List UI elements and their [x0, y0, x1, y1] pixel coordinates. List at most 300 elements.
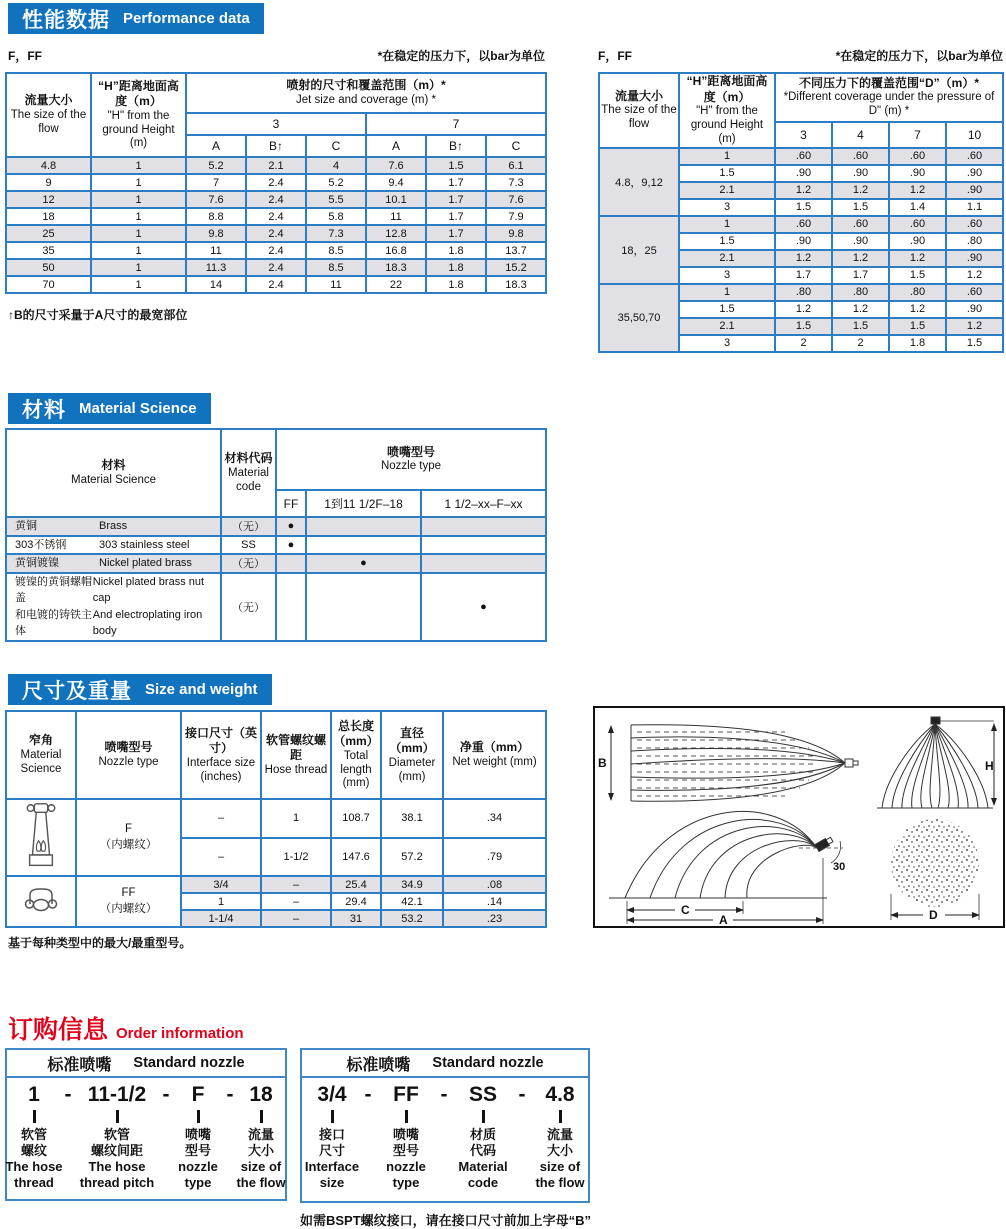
table-row — [6, 191, 546, 208]
cell: 2.4 — [246, 276, 306, 293]
size-weight-table — [5, 710, 547, 928]
label-zh-line2: 螺纹 — [21, 1143, 48, 1159]
applies-ff-dot — [276, 573, 306, 641]
dim-label-d: D — [929, 908, 938, 922]
cell: 8.5 — [306, 242, 366, 259]
cell: 1 — [91, 208, 186, 225]
cell: 1.7 — [426, 191, 486, 208]
order-box-title-zh: 标准喷嘴 — [346, 1056, 411, 1074]
order-code-part: SS — [468, 1083, 497, 1106]
nozzle-type-column-header — [76, 711, 181, 799]
order-part-label — [5, 1127, 62, 1190]
material-banner-title-zh: 材料 — [22, 398, 66, 422]
ff-nozzle-type-cell — [76, 876, 181, 927]
header-en: Material Science — [70, 473, 156, 486]
label-en-line1: The hose — [5, 1158, 63, 1174]
height-column-header — [679, 73, 775, 148]
cell: 1.1 — [946, 199, 1003, 216]
cell: 9.8 — [486, 225, 546, 242]
cell: 11 — [366, 208, 426, 225]
cell: 2 — [832, 335, 889, 352]
dim-label-a: A — [719, 913, 728, 926]
table-row — [6, 259, 546, 276]
label-zh-line1: 接口 — [318, 1127, 345, 1143]
cell: .90 — [889, 165, 946, 182]
cell: 1.5 — [426, 157, 486, 174]
ff-nozzle-icon-cell — [6, 876, 76, 927]
material-en: 303 stainless steel — [99, 538, 190, 551]
applies-ff-dot — [276, 554, 306, 573]
cell: 1 — [91, 259, 186, 276]
size-section-banner — [8, 674, 272, 705]
nozzle-type-sub-header: 1 1/2–xx–F–xx — [421, 490, 546, 517]
order-box-title-zh: 标准喷嘴 — [47, 1056, 112, 1074]
header-en: Interface size (inches) — [186, 756, 256, 783]
cell: – — [261, 893, 331, 910]
cell: 1 — [679, 216, 775, 233]
cell: 1.5 — [775, 318, 832, 335]
cell: 147.6 — [331, 838, 381, 877]
order-part-label — [80, 1127, 154, 1190]
cell: 9 — [6, 174, 91, 191]
cell: – — [261, 910, 331, 927]
nozzle-type-value: FF — [121, 886, 136, 899]
cell: 1.7 — [426, 225, 486, 242]
label-zh-line2: 螺纹间距 — [90, 1143, 143, 1159]
cell: 1.2 — [889, 250, 946, 267]
cell: 15.2 — [486, 259, 546, 276]
size-table-footnote: 基于每种类型中的最大/最重型号。 — [8, 936, 192, 950]
sub-header: C — [306, 135, 366, 157]
header-zh: 流量大小 — [24, 93, 73, 108]
label-en-line1: size of — [539, 1158, 581, 1174]
cell: 7.6 — [186, 191, 246, 208]
table-row — [6, 174, 546, 191]
pressure-header: 7 — [889, 122, 946, 148]
cell: 3 — [679, 267, 775, 284]
applies-last-dot: ● — [421, 573, 546, 641]
nozzle-type-span-header — [276, 429, 546, 490]
order-code-part: 4.8 — [545, 1083, 575, 1106]
header-en: Hose thread — [264, 763, 328, 776]
cell: 7.3 — [306, 225, 366, 242]
pressure-group-header: 7 — [366, 113, 546, 135]
label-en-line2: the flow — [535, 1174, 585, 1190]
cell: 31 — [331, 910, 381, 927]
applies-mid-dot — [306, 573, 421, 641]
header-en: Jet size and coverage (m) * — [296, 93, 436, 106]
cell: 1.5 — [832, 199, 889, 216]
cell: .90 — [946, 301, 1003, 318]
cell: .60 — [832, 148, 889, 165]
cell: 1.2 — [946, 318, 1003, 335]
connector-bar — [559, 1110, 562, 1123]
dim-label-b: B — [598, 756, 607, 770]
label-zh-line2: 大小 — [248, 1143, 275, 1159]
cell: 1.2 — [775, 250, 832, 267]
cell: 1 — [91, 225, 186, 242]
jet-size-coverage-table — [5, 72, 547, 294]
connector-bar — [331, 1110, 334, 1123]
cell: .90 — [775, 165, 832, 182]
cell: 1.5 — [889, 318, 946, 335]
material-row — [6, 517, 546, 536]
cell: 108.7 — [331, 799, 381, 838]
cell: .90 — [946, 250, 1003, 267]
label-zh-line1: 流量 — [248, 1127, 275, 1143]
material-code-cell: （无） — [221, 554, 276, 573]
cell: 7 — [186, 174, 246, 191]
order-code-dash: - — [364, 1083, 372, 1106]
cell: .90 — [775, 233, 832, 250]
order-part-label — [458, 1127, 507, 1190]
cell: 53.2 — [381, 910, 443, 927]
cell: 5.2 — [306, 174, 366, 191]
coverage-circle-diagram — [891, 819, 979, 922]
order-code-part: 18 — [249, 1083, 273, 1106]
header-zh: 窄角 — [28, 733, 53, 748]
cell: 10.1 — [366, 191, 426, 208]
cell: 1-1/2 — [261, 838, 331, 877]
header-zh: 喷嘴型号 — [104, 740, 153, 755]
applies-last-dot — [421, 554, 546, 573]
cell: .90 — [832, 165, 889, 182]
cell: 2.1 — [679, 250, 775, 267]
label-zh-line1: 喷嘴 — [392, 1127, 419, 1143]
pressure-header: 4 — [832, 122, 889, 148]
cell: 1.4 — [889, 199, 946, 216]
label-zh-line1: 软管 — [103, 1127, 130, 1143]
label-en-line2: code — [467, 1174, 499, 1190]
cell: 1.5 — [889, 267, 946, 284]
hose-thread-column-header — [261, 711, 331, 799]
cell: 1 — [91, 276, 186, 293]
header-zh: 软管螺纹螺距 — [265, 732, 326, 763]
table-row — [599, 148, 1003, 165]
label-en-line2: type — [184, 1174, 212, 1190]
cell: .80 — [946, 233, 1003, 250]
nozzle-type-value: F — [124, 822, 133, 835]
cell: 70 — [6, 276, 91, 293]
cell: .90 — [946, 165, 1003, 182]
size-banner-title-en: Size and weight — [145, 681, 258, 698]
order-code-dash: - — [64, 1083, 72, 1106]
order-code-grid — [7, 1078, 285, 1191]
cell: 1 — [679, 284, 775, 301]
cell: .90 — [889, 233, 946, 250]
cell: 2.4 — [246, 259, 306, 276]
narrow-angle-column-header — [6, 711, 76, 799]
f-nozzle-type-cell — [76, 799, 181, 876]
material-table — [5, 428, 547, 642]
cell: .60 — [946, 148, 1003, 165]
order-part-label — [236, 1127, 285, 1190]
label-en-line2: thread pitch — [79, 1174, 155, 1190]
cell: 5.8 — [306, 208, 366, 225]
pressure-header: 3 — [775, 122, 832, 148]
flow-size-column-header — [599, 73, 679, 148]
cell: 1.8 — [426, 259, 486, 276]
sub-header: B↑ — [426, 135, 486, 157]
cell: 1.8 — [889, 335, 946, 352]
cell: 1.7 — [832, 267, 889, 284]
cell: .23 — [443, 910, 546, 927]
order-code-part: 11-1/2 — [87, 1083, 147, 1106]
sub-header: A — [366, 135, 426, 157]
label-en-line1: Material — [458, 1158, 508, 1174]
cell: 2 — [775, 335, 832, 352]
cell: .08 — [443, 876, 546, 893]
cell: 1 — [91, 242, 186, 259]
cell: .60 — [946, 284, 1003, 301]
cell: 1.8 — [426, 242, 486, 259]
standard-nozzle-order-box-ff — [300, 1048, 590, 1203]
cell: 11 — [186, 242, 246, 259]
coverage-span-header — [775, 73, 1003, 122]
material-en2: And electroplating iron body — [92, 608, 203, 637]
angle-label: 30 — [833, 861, 846, 873]
order-code-part: 3/4 — [317, 1083, 347, 1106]
cell: 25.4 — [331, 876, 381, 893]
cell: 1.2 — [889, 182, 946, 199]
f-nozzle-icon — [21, 800, 61, 872]
cell: 1 — [91, 174, 186, 191]
cell: 1.5 — [832, 318, 889, 335]
connector-bar — [197, 1110, 200, 1123]
material-zh: 镀镍的黄铜螺帽盖 — [15, 575, 92, 604]
material-name-cell — [6, 554, 221, 573]
cell: 1.2 — [832, 250, 889, 267]
material-code-column-header — [221, 429, 276, 517]
cell: .80 — [889, 284, 946, 301]
f-nozzle-icon-cell — [6, 799, 76, 876]
cell: 2.4 — [246, 174, 306, 191]
standard-nozzle-order-box-f — [5, 1048, 287, 1201]
cell: 1.5 — [775, 199, 832, 216]
cell: .60 — [775, 216, 832, 233]
order-code-grid — [302, 1078, 588, 1191]
order-box-title — [302, 1050, 588, 1078]
header-en: Total length (mm) — [340, 749, 372, 790]
label-en-line1: Interface — [304, 1158, 360, 1174]
right-table-pressure-note: *在稳定的压力下，以bar为单位 — [835, 49, 1003, 63]
header-en: Nozzle type — [380, 460, 442, 473]
cell: 1.7 — [426, 208, 486, 225]
cell: 3 — [679, 335, 775, 352]
left-table-pressure-note: *在稳定的压力下，以bar为单位 — [377, 49, 545, 63]
cell: 2.4 — [246, 225, 306, 242]
connector-bar — [116, 1110, 119, 1123]
header-zh: 直径（mm） — [389, 725, 435, 756]
cell: 1.2 — [775, 301, 832, 318]
side-spray-height-diagram — [877, 717, 994, 808]
material-en: Brass — [99, 520, 128, 532]
applies-mid-dot: ● — [306, 554, 421, 573]
flow-group-label: 18，25 — [599, 216, 679, 284]
material-zh2: 和电镀的铸铁主体 — [15, 608, 92, 637]
header-zh: 喷射的尺寸和覆盖范围（m）* — [286, 78, 446, 93]
material-section-banner — [8, 393, 211, 424]
cell: 1-1/4 — [181, 910, 261, 927]
label-zh-line1: 软管 — [21, 1127, 48, 1143]
size-row — [6, 876, 546, 893]
order-code-part: FF — [393, 1083, 419, 1106]
label-en-line1: nozzle — [178, 1158, 218, 1174]
header-zh: 材料 — [101, 458, 126, 473]
performance-banner-title-en: Performance data — [123, 10, 250, 27]
cell: 2.1 — [679, 182, 775, 199]
cell: 2.4 — [246, 208, 306, 225]
header-en: The size of the flow — [601, 104, 677, 131]
order-part-label — [535, 1127, 584, 1190]
header-en: Nozzle type — [98, 755, 159, 768]
label-zh-line2: 大小 — [546, 1143, 573, 1159]
material-zh: 303不锈钢 — [15, 538, 67, 551]
cell: .80 — [832, 284, 889, 301]
cell: .60 — [889, 216, 946, 233]
cell: 1 — [91, 191, 186, 208]
pressure-group-header: 3 — [186, 113, 366, 135]
header-zh: 接口尺寸（英寸） — [184, 725, 257, 756]
right-table-model-label: F，FF — [598, 49, 632, 63]
material-name-cell — [6, 573, 221, 641]
material-code-cell: SS — [221, 536, 276, 555]
order-code-dash: - — [440, 1083, 448, 1106]
cell: 2.1 — [246, 157, 306, 174]
header-zh: 不同压力下的覆盖范围“D”（m）* — [798, 75, 979, 90]
applies-ff-dot: ● — [276, 517, 306, 536]
applies-last-dot — [421, 517, 546, 536]
cell: 1.2 — [775, 182, 832, 199]
cell: 5.5 — [306, 191, 366, 208]
label-en-line1: The hose — [88, 1158, 146, 1174]
diameter-column-header — [381, 711, 443, 799]
cell: 3 — [679, 199, 775, 216]
cell: 1.2 — [946, 267, 1003, 284]
cell: 50 — [6, 259, 91, 276]
trajectory-side-diagram — [609, 811, 845, 926]
table-row — [6, 276, 546, 293]
label-zh-line2: 型号 — [392, 1143, 419, 1159]
cell: 7.6 — [486, 191, 546, 208]
cell: 14 — [186, 276, 246, 293]
flow-group-label: 4.8，9,12 — [599, 148, 679, 216]
cell: .90 — [946, 182, 1003, 199]
cell: – — [181, 799, 261, 838]
cell: 2.4 — [246, 242, 306, 259]
cell: 7.3 — [486, 174, 546, 191]
label-zh-line2: 尺寸 — [318, 1143, 345, 1159]
flow-group-label: 35,50,70 — [599, 284, 679, 352]
ff-nozzle-icon — [21, 885, 61, 915]
b-dimension-footnote: ↑B的尺寸采量于A尺寸的最宽部位 — [8, 308, 188, 322]
nozzle-type-thread: （内螺纹） — [99, 902, 158, 915]
cell: 29.4 — [331, 893, 381, 910]
material-name-cell — [6, 517, 221, 536]
cell: 34.9 — [381, 876, 443, 893]
order-heading-en: Order information — [116, 1025, 244, 1042]
cell: 16.8 — [366, 242, 426, 259]
cell: 8.8 — [186, 208, 246, 225]
flow-size-column-header — [6, 73, 91, 157]
material-column-header — [6, 429, 221, 517]
connector-bar — [260, 1110, 263, 1123]
cell: 35 — [6, 242, 91, 259]
applies-mid-dot — [306, 536, 421, 555]
size-row — [6, 799, 546, 838]
size-banner-title-zh: 尺寸及重量 — [22, 679, 132, 703]
label-en-line2: type — [392, 1174, 420, 1190]
nozzle-type-sub-header: FF — [276, 490, 306, 517]
cell: 38.1 — [381, 799, 443, 838]
material-zh: 黄铜 — [15, 520, 37, 532]
cell: 22 — [366, 276, 426, 293]
order-box-title-en: Standard nozzle — [432, 1055, 544, 1071]
label-zh-line1: 材质 — [469, 1127, 496, 1143]
material-en: Nickel plated brass — [99, 557, 192, 569]
fan-top-view-diagram — [598, 725, 858, 802]
label-en-line2: thread — [14, 1174, 54, 1190]
order-heading-zh: 订购信息 — [8, 1016, 109, 1044]
order-code-dash: - — [162, 1083, 170, 1106]
cell: 18.3 — [366, 259, 426, 276]
material-banner-title-en: Material Science — [79, 400, 197, 417]
cell: 7.9 — [486, 208, 546, 225]
material-zh: 黄铜镀镍 — [15, 557, 59, 569]
order-part-label — [305, 1127, 359, 1190]
table-row — [599, 284, 1003, 301]
cell: .14 — [443, 893, 546, 910]
dim-label-h: H — [985, 759, 994, 773]
label-en-line1: size of — [240, 1158, 282, 1174]
label-zh-line1: 流量 — [546, 1127, 573, 1143]
material-en: Nickel plated brass nut cap — [92, 575, 205, 604]
cell: 7.6 — [366, 157, 426, 174]
nozzle-type-thread: （内螺纹） — [99, 838, 158, 851]
cell: .60 — [775, 148, 832, 165]
cell: 9.8 — [186, 225, 246, 242]
cell: 1.2 — [832, 301, 889, 318]
header-en: Material Science — [20, 749, 62, 775]
header-en: The size of the flow — [10, 109, 87, 135]
label-zh-line1: 喷嘴 — [184, 1127, 211, 1143]
cell: 4.8 — [6, 157, 91, 174]
table-row — [6, 225, 546, 242]
header-en: Material code — [228, 467, 269, 493]
cell: 12 — [6, 191, 91, 208]
header-zh: 总长度（mm） — [333, 718, 379, 749]
header-en: *Different coverage under the pressure of D" (m) * — [783, 91, 995, 118]
order-code-dash: - — [518, 1083, 526, 1106]
cell: .34 — [443, 799, 546, 838]
table-row — [599, 216, 1003, 233]
label-en-line2: the flow — [236, 1174, 286, 1190]
header-en: Net weight (mm) — [452, 755, 537, 768]
applies-last-dot — [421, 536, 546, 555]
cell: 1.8 — [426, 276, 486, 293]
cell: 42.1 — [381, 893, 443, 910]
header-en: Diameter (mm) — [388, 756, 436, 783]
cell: 1.5 — [679, 233, 775, 250]
connector-bar — [33, 1110, 36, 1123]
jet-coverage-span-header — [186, 73, 546, 113]
cell: 3/4 — [181, 876, 261, 893]
cell: 9.4 — [366, 174, 426, 191]
material-code-cell: （无） — [221, 517, 276, 536]
spray-pattern-diagram-box — [593, 706, 1005, 928]
cell: 1.5 — [946, 335, 1003, 352]
header-en: "H" from the ground Height (m) — [690, 105, 764, 145]
